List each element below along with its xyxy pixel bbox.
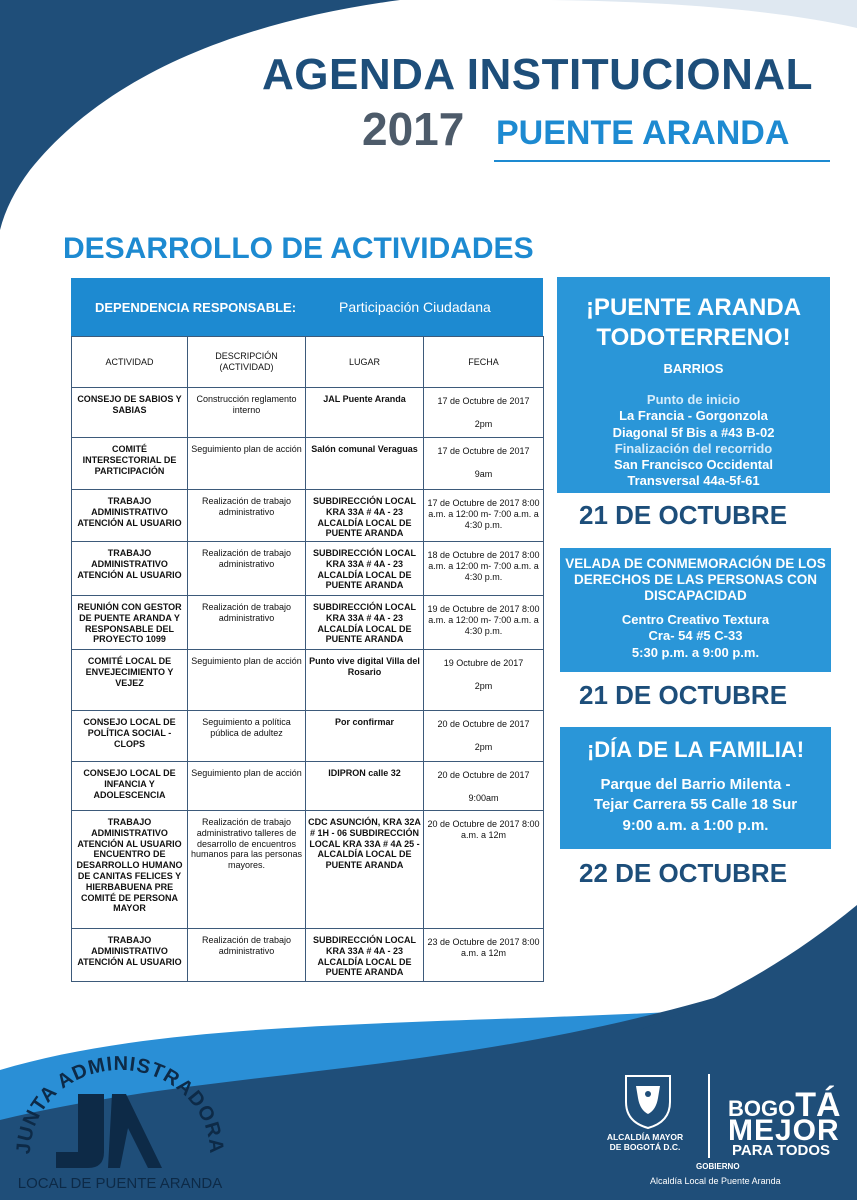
date-cell [424,388,544,438]
event-line: Parque del Barrio Milenta - [600,776,791,793]
place-cell: JAL Puente Aranda [306,388,424,438]
logo-a-shape [108,1094,162,1168]
date-cell [424,542,544,596]
description-cell: Realización de trabajo administrativo [188,542,306,596]
time-text: 2pm [474,741,493,752]
activity-cell: TRABAJO ADMINISTRATIVO ATENCIÓN AL USUARIO ENCUENTRO DE DESARROLLO HUMANO DE CANITAS FELICES Y HIERBABUENA PRE COMITÉ DE PERSONA MAYOR [72,811,188,929]
place-cell: CDC ASUNCIÓN, KRA 32A # 1H - 06 SUBDIRECCIÓN LOCAL KRA 33A # 4A 25 - ALCALDÍA LOCAL DE PUENTE ARANDA [306,811,424,929]
table-row [72,711,544,762]
description-cell: Seguimiento plan de acción [188,762,306,811]
event-panel-velada [560,548,831,672]
activity-cell: COMITÉ INTERSECTORIAL DE PARTICIPACIÓN [72,438,188,490]
alcaldia-line: DE BOGOTÁ D.C. [609,1142,681,1153]
table-row [72,542,544,596]
event-title: ¡PUENTE ARANDA TODOTERRENO! [585,294,802,351]
top-left-swoosh [0,0,400,230]
event-subtitle: BARRIOS [663,361,724,376]
top-right-band [460,0,857,28]
time-text: 2pm [474,680,493,691]
date-text: 20 de Octubre de 2017 [437,770,530,780]
date-text: 19 de Octubre de 2017 8:00 a.m. a 12:00 m- 7:00 a.m. a 4:30 p.m. [427,604,540,636]
date-text: 23 de Octubre de 2017 8:00 a.m. a 12m [427,937,540,958]
date-cell [424,762,544,811]
date-text: 17 de Octubre de 2017 8:00 a.m. a 12:00 m- 7:00 a.m. a 4:30 p.m. [427,498,540,530]
event-date: 21 DE OCTUBRE [579,680,788,710]
event-line: Transversal 44a-5f-61 [627,473,760,489]
dependencia-value: Participación Ciudadana [339,299,491,315]
gobierno-label: GOBIERNO [696,1162,740,1171]
title-underline [494,160,830,162]
dependencia-label: DEPENDENCIA RESPONSABLE: [95,299,297,315]
event-title: VELADA DE CONMEMORACIÓN DE LOS DERECHOS DE LAS PERSONAS CON DISCAPACIDAD [565,556,826,603]
date-cell [424,490,544,542]
table-row [72,762,544,811]
date-text: 20 de Octubre de 2017 8:00 a.m. a 12m [427,819,540,840]
date-cell [424,811,544,929]
place-cell: IDIPRON calle 32 [306,762,424,811]
event-line: Punto de inicio [646,392,741,407]
event-line: Finalización del recorrido [614,440,773,456]
column-header-row [72,337,544,388]
date-text: 17 de Octubre de 2017 [437,396,530,406]
event-line: Centro Creativo Textura [621,611,770,627]
date-cell [424,711,544,762]
place-cell: Salón comunal Veraguas [306,438,424,490]
event-details [560,775,831,836]
event-panel-familia [560,727,831,849]
time-text: 9am [474,468,493,479]
place-cell: SUBDIRECCIÓN LOCAL KRA 33A # 4A - 23 ALCALDÍA LOCAL DE PUENTE ARANDA [306,929,424,982]
activities-grid [71,336,544,982]
event-date: 22 DE OCTUBRE [579,858,788,888]
para-todos-text: PARA TODOS [732,1142,831,1159]
junta-administradora-logo [0,1036,240,1200]
event-details [560,612,831,662]
bogota-big: TÁ [795,1086,841,1124]
date-text: 19 Octubre de 2017 [443,658,524,668]
date-text: 20 de Octubre de 2017 [437,719,530,729]
bogota-small: BOGO [728,1096,796,1121]
col-lugar: LUGAR [306,337,424,388]
activity-cell: COMITÉ LOCAL DE ENVEJECIMIENTO Y VEJEZ [72,650,188,711]
logo-j-shape [56,1094,104,1168]
activity-cell: CONSEJO DE SABIOS Y SABIAS [72,388,188,438]
alcaldia-mayor-text [590,1132,700,1152]
col-fecha: FECHA [424,337,544,388]
table-row [72,596,544,650]
date-text: 18 de Octubre de 2017 8:00 a.m. a 12:00 m- 7:00 a.m. a 4:30 p.m. [427,550,540,582]
place-cell: SUBDIRECCIÓN LOCAL KRA 33A # 4A - 23 ALCALDÍA LOCAL DE PUENTE ARANDA [306,490,424,542]
table-row [72,388,544,438]
description-cell: Construcción reglamento interno [188,388,306,438]
table-row [72,811,544,929]
event-line: La Francia - Gorgonzola [619,408,768,424]
place-cell: SUBDIRECCIÓN LOCAL KRA 33A # 4A - 23 ALCALDÍA LOCAL DE PUENTE ARANDA [306,596,424,650]
col-descripcion: DESCRIPCIÓN (ACTIVIDAD) [188,337,306,388]
description-cell: Realización de trabajo administrativo [188,596,306,650]
event-details [557,392,830,490]
activity-cell: CONSEJO LOCAL DE POLÍTICA SOCIAL - CLOPS [72,711,188,762]
event-line: Tejar Carrera 55 Calle 18 Sur [593,796,798,814]
table-header-bar [71,278,543,336]
activity-cell: TRABAJO ADMINISTRATIVO ATENCIÓN AL USUARIO [72,542,188,596]
mejor-text: MEJOR [728,1114,840,1147]
date-cell [424,929,544,982]
page-title: AGENDA INSTITUCIONAL [262,50,814,99]
section-title: DESARROLLO DE ACTIVIDADES [63,232,534,265]
table-row [72,929,544,982]
place-cell: Punto vive digital Villa del Rosario [306,650,424,711]
col-actividad: ACTIVIDAD [72,337,188,388]
activity-cell: CONSEJO LOCAL DE INFANCIA Y ADOLESCENCIA [72,762,188,811]
event-line: 9:00 a.m. a 1:00 p.m. [622,816,769,834]
description-cell: Seguimiento plan de acción [188,650,306,711]
event-line: San Francisco Occidental [614,457,773,472]
event-date: 21 DE OCTUBRE [579,500,788,530]
description-cell: Realización de trabajo administrativo talleres de desarrollo de encuentros humanos para las personas mayores. [188,811,306,929]
footer-divider [708,1074,710,1158]
table-row [72,438,544,490]
activity-cell: TRABAJO ADMINISTRATIVO ATENCIÓN AL USUARIO [72,490,188,542]
description-cell: Seguimiento plan de acción [188,438,306,490]
date-cell [424,596,544,650]
alcaldia-line: ALCALDÍA MAYOR [606,1132,684,1142]
event-panel-todoterreno [557,277,830,493]
place-name: PUENTE ARANDA [496,114,790,152]
alcaldia-local-label: Alcaldía Local de Puente Aranda [650,1176,781,1186]
event-line: 5:30 p.m. a 9:00 p.m. [631,645,760,661]
time-text: 2pm [474,418,493,429]
event-title: ¡DÍA DE LA FAMILIA! [586,737,805,762]
place-cell: Por confirmar [306,711,424,762]
activities-table [71,278,543,982]
table-row [72,490,544,542]
event-line: Diagonal 5f Bis a #43 B-02 [612,424,775,440]
activity-cell: TRABAJO ADMINISTRATIVO ATENCIÓN AL USUARIO [72,929,188,982]
event-line: Cra- 54 #5 C-33 [648,628,743,644]
time-text: 9:00am [468,792,499,803]
date-cell [424,438,544,490]
logo-local-text: LOCAL DE PUENTE ARANDA [17,1175,223,1192]
year: 2017 [362,103,465,155]
logo-arc-path: JUNTA ADMINISTRADORA [12,1052,228,1155]
table-row [72,650,544,711]
date-cell [424,650,544,711]
description-cell: Realización de trabajo administrativo [188,929,306,982]
bogota-shield-icon [622,1072,674,1130]
activity-cell: REUNIÓN CON GESTOR DE PUENTE ARANDA Y RESPONSABLE DEL PROYECTO 1099 [72,596,188,650]
place-cell: SUBDIRECCIÓN LOCAL KRA 33A # 4A - 23 ALCALDÍA LOCAL DE PUENTE ARANDA [306,542,424,596]
description-cell: Seguimiento a política pública de adultez [188,711,306,762]
description-cell: Realización de trabajo administrativo [188,490,306,542]
date-text: 17 de Octubre de 2017 [437,446,530,456]
